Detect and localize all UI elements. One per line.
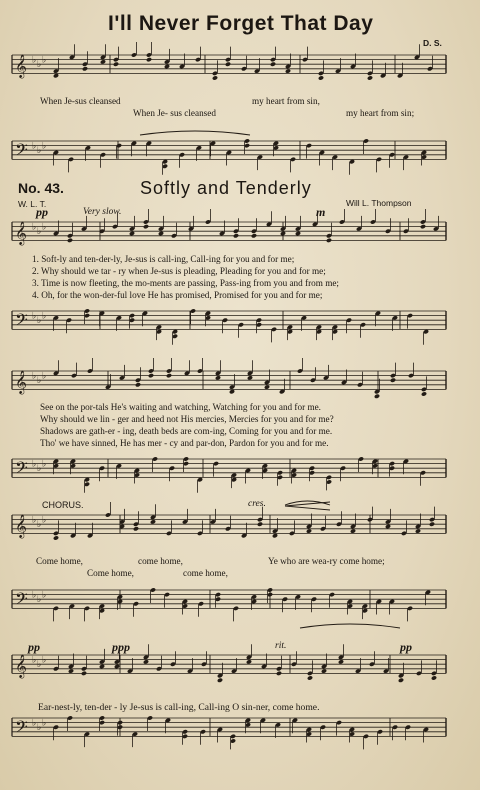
note-head — [148, 373, 154, 378]
chorus-line1-b: come home, — [138, 556, 183, 566]
flat-sign: ♭ — [32, 141, 37, 152]
dynamic-pp-chorus: pp — [28, 640, 40, 654]
chorus-line1-c: Ye who are wea-ry come home; — [268, 556, 385, 566]
flat-sign: ♭ — [42, 371, 47, 382]
flat-sign: ♭ — [42, 718, 47, 729]
flat-sign: ♭ — [37, 595, 42, 606]
slur — [300, 624, 400, 628]
note-head — [295, 231, 301, 236]
note-head — [247, 375, 253, 380]
note-head — [129, 231, 135, 236]
flat-sign: ♭ — [42, 590, 47, 601]
top-lyric-d: my heart from sin; — [346, 108, 415, 118]
bass-clef: 𝄢 — [15, 457, 28, 482]
verse-2-line-b: Why should we lin - ger and heed not His mercies, Mercies for you and for me? — [40, 414, 334, 424]
note-head — [246, 659, 252, 664]
note-head — [318, 75, 324, 80]
verse-1-line-b: See on the por-tals He's waiting and watching, Watching for you and for me. — [40, 402, 321, 412]
flat-sign: ♭ — [37, 464, 42, 475]
verse-1-line-a: 1. Soft-ly and ten-der-ly, Je-sus is call-ing, Call-ing for you and for me; — [32, 254, 295, 264]
note-head — [264, 384, 270, 389]
bass-clef: 𝄢 — [15, 309, 28, 334]
note-head — [385, 524, 391, 529]
note-head — [53, 73, 59, 78]
note-head — [272, 533, 278, 538]
flat-sign: ♭ — [32, 655, 37, 666]
note-head — [146, 57, 152, 62]
note-head — [158, 231, 164, 236]
dynamic-pp: pp — [36, 205, 48, 219]
prev-song-title: I'll Never Forget That Day — [108, 12, 374, 35]
note-head — [150, 519, 156, 524]
treble-clef: 𝄞 — [15, 653, 27, 678]
note-head — [285, 68, 291, 73]
note-head — [53, 535, 59, 540]
note-head — [225, 62, 231, 67]
treble-clef: 𝄞 — [15, 220, 27, 245]
flat-sign: ♭ — [42, 459, 47, 470]
note-head — [420, 224, 426, 229]
treble-clef: 𝄞 — [15, 513, 27, 538]
note-head — [133, 526, 139, 531]
tempo-marking: Very slow. — [83, 207, 122, 217]
note-head — [114, 664, 120, 669]
chorus-line1-d: Come home, — [87, 568, 134, 578]
note-head — [431, 675, 437, 680]
flat-sign: ♭ — [32, 55, 37, 66]
note-head — [217, 678, 223, 683]
flat-sign: ♭ — [42, 515, 47, 526]
treble-clef: 𝄞 — [15, 369, 27, 394]
hymn-number: No. 43. — [18, 180, 64, 196]
chorus-line1-a: Come home, — [36, 556, 83, 566]
note-head — [82, 66, 88, 71]
note-head — [276, 671, 282, 676]
note-head — [251, 233, 257, 238]
note-head — [113, 62, 119, 67]
note-head — [100, 59, 106, 64]
note-head — [166, 373, 172, 378]
flat-sign: ♭ — [37, 146, 42, 157]
flat-sign: ♭ — [37, 316, 42, 327]
note-head — [306, 528, 312, 533]
flat-sign: ♭ — [42, 222, 47, 233]
note-head — [143, 224, 149, 229]
composer: Will L. Thompson — [346, 198, 412, 208]
note-head — [67, 238, 73, 243]
dynamic-pp-end: pp — [400, 640, 412, 654]
chorus-label: CHORUS. — [42, 500, 84, 510]
note-head — [215, 375, 221, 380]
note-head — [338, 659, 344, 664]
verse-4-line-b: Tho' we have sinned, He has mer - cy and par-don, Pardon for you and for me. — [40, 438, 329, 448]
note-head — [398, 678, 404, 683]
note-head — [164, 64, 170, 69]
bass-clef: 𝄢 — [15, 588, 28, 613]
flat-sign: ♭ — [32, 718, 37, 729]
note-head — [367, 75, 373, 80]
flat-sign: ♭ — [32, 515, 37, 526]
verse-3-line-a: 3. Time is now fleeting, the mo-ments are passing, Pass-ing from you and from me; — [32, 278, 339, 288]
flat-sign: ♭ — [37, 227, 42, 238]
note-head — [390, 378, 396, 383]
flat-sign: ♭ — [37, 520, 42, 531]
flat-sign: ♭ — [42, 141, 47, 152]
dynamic-ppp: ppp — [112, 640, 130, 654]
note-head — [229, 389, 235, 394]
flat-sign: ♭ — [42, 311, 47, 322]
dynamic-m: m — [316, 205, 326, 219]
hymn-title: Softly and Tenderly — [140, 178, 312, 198]
flat-sign: ♭ — [32, 459, 37, 470]
flat-sign: ♭ — [32, 222, 37, 233]
note-head — [99, 664, 105, 669]
note-head — [81, 671, 87, 676]
verse-3-line-b: Shadows are gath-er - ing, death beds are com-ing, Coming for you and for me. — [40, 426, 333, 436]
treble-clef: 𝄞 — [15, 53, 27, 78]
note-head — [374, 394, 380, 399]
flat-sign: ♭ — [32, 311, 37, 322]
flat-sign: ♭ — [42, 655, 47, 666]
top-lyric-c: my heart from sin, — [252, 96, 320, 106]
cres-marking: cres. — [248, 499, 266, 509]
top-lyric-b: When Je- sus cleansed — [133, 108, 216, 118]
note-head — [307, 675, 313, 680]
flat-sign: ♭ — [42, 55, 47, 66]
verse-4-line-a: 4. Oh, for the won-der-ful love He has promised, Promised for you and for me; — [32, 290, 323, 300]
flat-sign: ♭ — [37, 60, 42, 71]
bass-clef: 𝄢 — [15, 139, 28, 164]
note-head — [429, 522, 435, 527]
flat-sign: ♭ — [37, 376, 42, 387]
note-head — [257, 522, 263, 527]
flat-sign: ♭ — [37, 723, 42, 734]
flat-sign: ♭ — [32, 371, 37, 382]
note-head — [143, 659, 149, 664]
slur — [140, 131, 250, 135]
note-head — [233, 233, 239, 238]
note-head — [270, 62, 276, 67]
rit-marking: rit. — [275, 641, 287, 651]
note-head — [326, 238, 332, 243]
flat-sign: ♭ — [32, 590, 37, 601]
author-initials: W. L. T. — [18, 199, 47, 209]
flat-sign: ♭ — [37, 660, 42, 671]
note-head — [415, 528, 421, 533]
chorus-line1-e: come home, — [183, 568, 228, 578]
chorus-line2: Ear-nest-ly, ten-der - ly Je-sus is call-ing, Call-ing O sin-ner, come home. — [38, 702, 320, 713]
note-head — [212, 75, 218, 80]
note-head — [280, 231, 286, 236]
note-head — [421, 391, 427, 396]
top-lyric-a: When Je-sus cleansed — [40, 96, 121, 106]
note-head — [135, 382, 141, 387]
verse-2-line-a: 2. Why should we tar - ry when Je-sus is pleading, Pleading for you and for me; — [32, 266, 326, 276]
ds-mark: D. S. — [423, 38, 442, 48]
note-head — [68, 668, 74, 673]
note-head — [350, 528, 356, 533]
note-head — [321, 668, 327, 673]
bass-clef: 𝄢 — [15, 716, 28, 741]
